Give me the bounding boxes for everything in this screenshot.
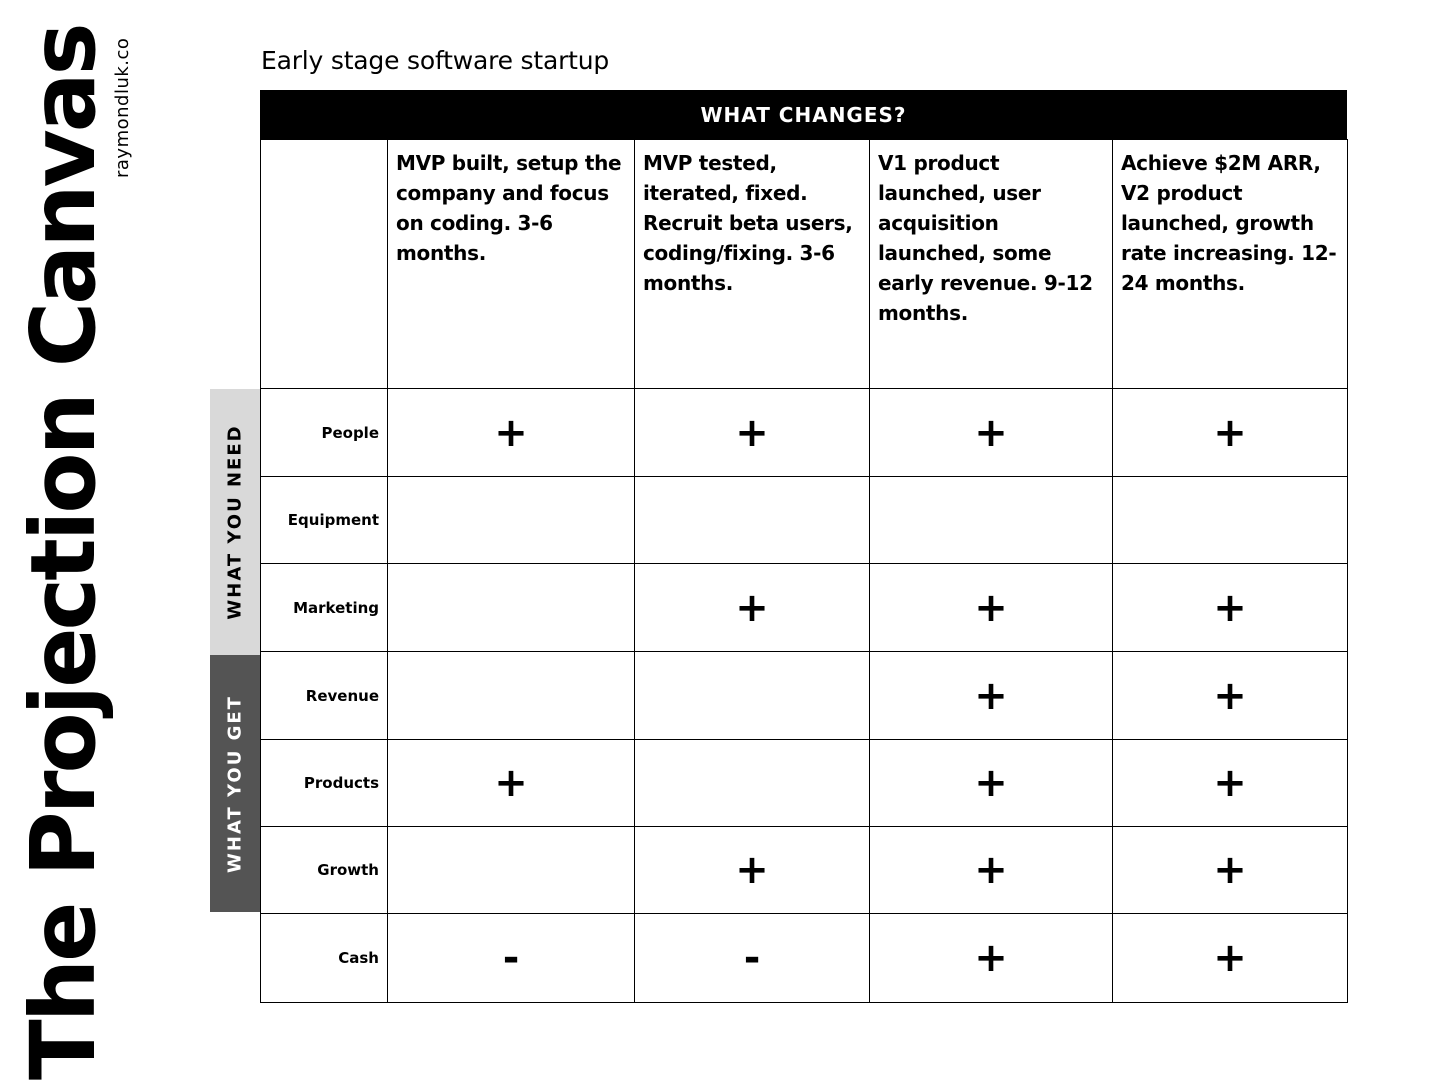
grid-cell	[870, 477, 1113, 564]
canvas-title: The Projection Canvas	[11, 25, 115, 1080]
phase-description: MVP tested, iterated, fixed. Recruit beta users, coding/fixing. 3-6 months.	[635, 140, 870, 389]
row-label: Marketing	[261, 564, 388, 652]
grid-cell: +	[388, 389, 635, 477]
grid-cell: +	[1113, 827, 1348, 914]
grid-cell: +	[870, 389, 1113, 477]
grid-row-growth	[261, 827, 1348, 914]
phase-description: MVP built, setup the company and focus on coding. 3-6 months.	[388, 140, 635, 389]
grid-row-people	[261, 389, 1348, 477]
grid-cell: +	[388, 740, 635, 827]
grid-cell: +	[1113, 652, 1348, 740]
what-you-need-band	[210, 389, 260, 655]
grid-cell: +	[635, 389, 870, 477]
grid-cell	[388, 827, 635, 914]
what-you-get-label: WHAT YOU GET	[224, 694, 246, 873]
grid-cell: +	[870, 827, 1113, 914]
row-label: Products	[261, 740, 388, 827]
row-label: Growth	[261, 827, 388, 914]
grid-cell: +	[870, 914, 1113, 1003]
grid-cell	[1113, 477, 1348, 564]
phase-header-row	[261, 140, 1348, 389]
grid-cell	[388, 564, 635, 652]
grid-cell: +	[1113, 740, 1348, 827]
website-label: raymondluk.co	[112, 37, 133, 178]
grid-cell: +	[870, 564, 1113, 652]
grid-cell	[388, 477, 635, 564]
corner-cell	[261, 140, 388, 389]
grid-cell: +	[870, 740, 1113, 827]
grid-cell	[388, 652, 635, 740]
grid-row-marketing	[261, 564, 1348, 652]
grid-cell: +	[1113, 914, 1348, 1003]
row-label: People	[261, 389, 388, 477]
phase-description: V1 product launched, user acquisition launched, some early revenue. 9-12 months.	[870, 140, 1113, 389]
grid-row-revenue	[261, 652, 1348, 740]
what-you-get-band	[210, 655, 260, 912]
grid-cell: +	[870, 652, 1113, 740]
phase-description: Achieve $2M ARR, V2 product launched, growth rate increasing. 12-24 months.	[1113, 140, 1348, 389]
grid-cell	[635, 477, 870, 564]
grid-cell	[635, 740, 870, 827]
grid-cell	[635, 652, 870, 740]
projection-grid	[260, 139, 1348, 1003]
what-you-need-label: WHAT YOU NEED	[224, 424, 246, 620]
grid-cell: -	[635, 914, 870, 1003]
grid-cell: +	[635, 827, 870, 914]
row-label: Equipment	[261, 477, 388, 564]
grid-row-products	[261, 740, 1348, 827]
grid-cell: +	[1113, 564, 1348, 652]
canvas-subtitle: Early stage software startup	[261, 46, 610, 75]
row-label: Revenue	[261, 652, 388, 740]
grid-row-equipment	[261, 477, 1348, 564]
grid-cell: -	[388, 914, 635, 1003]
row-label: Cash	[261, 914, 388, 1003]
what-changes-header: WHAT CHANGES?	[260, 90, 1347, 139]
grid-row-cash	[261, 914, 1348, 1003]
grid-cell: +	[635, 564, 870, 652]
grid-cell: +	[1113, 389, 1348, 477]
